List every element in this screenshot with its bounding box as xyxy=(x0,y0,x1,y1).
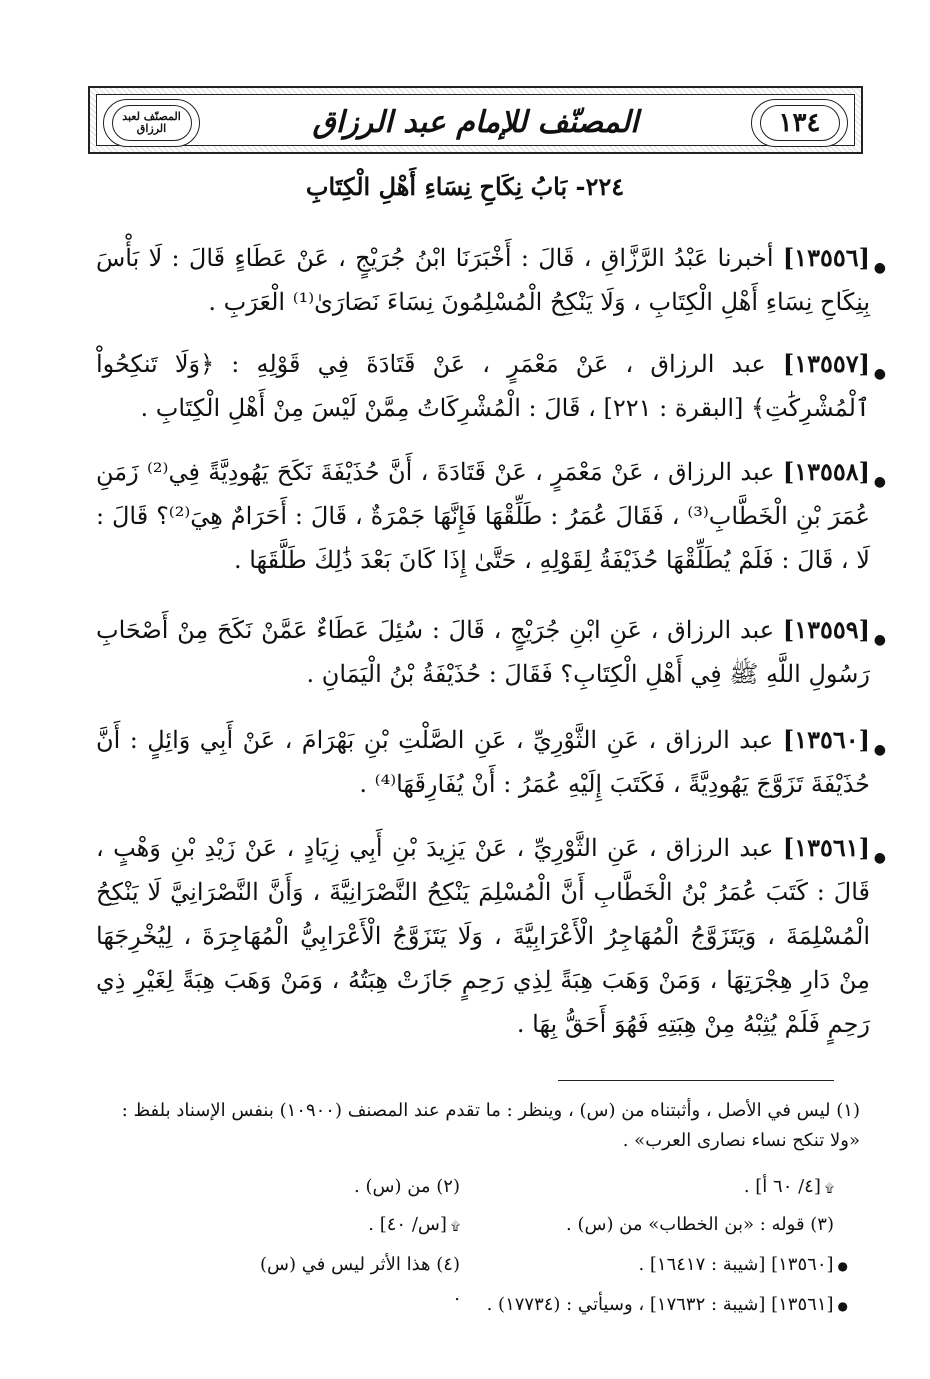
page-number-ornament xyxy=(751,99,848,147)
running-title: المصنّف للإمام عبد الرزاق xyxy=(312,104,639,140)
hadith-number: [١٣٥٥٧] xyxy=(782,349,870,378)
bullet-icon: ● xyxy=(837,1259,848,1273)
hadith-entry-13557 xyxy=(96,342,886,430)
seal-ring xyxy=(112,105,192,141)
page-number-ring xyxy=(760,105,840,141)
citation-13560 xyxy=(504,1250,848,1281)
header-frame xyxy=(96,94,855,146)
footnote-2: (٢) من (س) . xyxy=(354,1176,460,1197)
footnote-ref-a xyxy=(504,1172,834,1203)
footnote-ref-b-text: [س/ ٤٠] . xyxy=(368,1214,447,1235)
hadith-number: [١٣٥٦١] xyxy=(782,833,870,862)
marker-icon: ۩ xyxy=(824,1181,834,1195)
seal-logo: المصنّف لعبد الرزاق xyxy=(122,110,181,135)
hadith-number: [١٣٥٦٠] xyxy=(782,725,870,754)
footnote-divider xyxy=(558,1080,834,1081)
hadith-entry-13556 xyxy=(96,236,886,324)
citation-13561-text: [١٣٥٦١] [شيبة : ١٧٦٣٢] ، وسيأتي : (١٧٧٣٤) . xyxy=(486,1294,834,1315)
page-header xyxy=(88,86,863,154)
bullet-icon: ● xyxy=(873,260,886,276)
hadith-entry-13559 xyxy=(96,608,886,696)
bullet-icon: ● xyxy=(873,632,886,648)
bullet-icon: ● xyxy=(873,850,886,866)
hadith-number: [١٣٥٥٩] xyxy=(782,615,870,644)
hadith-entry-13561 xyxy=(96,826,886,1046)
bullet-icon: ● xyxy=(873,742,886,758)
footnote-3: (٣) قوله : «بن الخطاب» من (س) . xyxy=(566,1214,834,1235)
hadith-text: عبد الرزاق ، عَنِ الثَّوْرِيِّ ، عَنْ يَزِيدَ بْنِ أَبِي زِيَادٍ ، عَنْ زَيْدِ بْنِ وَهْبٍ ، قَالَ : كَتَبَ عُمَرُ بْنُ الْخَطَّابِ أَنَّ الْمُسْلِمَ يَنْكِحُ النَّصْرَانِيَّةَ ، وَأَنَّ النَّصْرَانِيَّ لَا يَنْكِحُ الْمُسْلِمَةَ ، وَيَتَزَوَّجُ الْمُهَاجِرُ الْأَعْرَابِيَّةَ ، وَلَا يَتَزَوَّجُ الْأَعْرَابِيُّ الْمُهَاجِرَةَ ، لِيُخْرِجَهَا مِنْ دَارِ هِجْرَتِهَا ، وَمَنْ وَهَبَ هِبَةً لِذِي رَحِمٍ جَازَتْ هِبَتُهُ ، وَمَنْ وَهَبَ هِبَةً لِغَيْرِ ذِي رَحِمٍ فَلَمْ يُثِبْهُ مِنْ هِبَتِهِ فَهُوَ أَحَقُّ بِهَا . xyxy=(96,834,870,1038)
hadith-text: عبد الرزاق ، عَنِ الثَّوْرِيِّ ، عَنِ الصَّلْتِ بْنِ بَهْرَامَ ، عَنْ أَبِي وَائِلٍ : أَنَّ حُذَيْفَةَ تَزَوَّجَ يَهُودِيَّةً ، فَكَتَبَ إِلَيْهِ عُمَرُ : أَنْ يُفَارِقَهَا⁽⁴⁾ . xyxy=(96,726,870,798)
marker-icon: ۩ xyxy=(450,1219,460,1233)
hadith-number: [١٣٥٥٦] xyxy=(782,243,870,272)
citation-13560-text: [١٣٥٦٠] [شيبة : ١٦٤١٧] . xyxy=(638,1254,834,1275)
footnote-ref-a-text: [٤/ ٦٠ أ] . xyxy=(743,1176,821,1197)
hadith-text: عبد الرزاق ، عَنْ مَعْمَرٍ ، عَنْ قَتَادَةَ فِي قَوْلِهِ : ﴿وَلَا تَنكِحُواْ ٱلْمُشْرِكَٰتِ﴾ [البقرة : ٢٢١] ، قَالَ : الْمُشْرِكَاتُ مِمَّنْ لَيْسَ مِنْ أَهْلِ الْكِتَابِ . xyxy=(96,350,870,422)
bullet-icon: ● xyxy=(837,1299,848,1313)
hadith-number: [١٣٥٥٨] xyxy=(782,457,871,486)
hadith-text: عبد الرزاق ، عَنْ مَعْمَرٍ ، عَنْ قَتَادَةَ ، أَنَّ حُذَيْفَةَ نَكَحَ يَهُودِيَّةً فِي⁽²⁾ زَمَنِ عُمَرَ بْنِ الْخَطَّابِ⁽³⁾ ، فَقَالَ عُمَرُ : طَلِّقْهَا فَإِنَّهَا جَمْرَةٌ ، قَالَ : أَحَرَامٌ هِيَ⁽²⁾؟ قَالَ : لَا ، قَالَ : فَلَمْ يُطَلِّقْهَا حُذَيْفَةُ لِقَوْلِهِ ، حَتَّىٰ إِذَا كَانَ بَعْدَ ذَٰلِكَ طَلَّقَهَا . xyxy=(96,458,871,574)
bullet-icon: ● xyxy=(873,366,886,382)
citation-13561 xyxy=(248,1290,848,1321)
hadith-text: أخبرنا عَبْدُ الرَّزَّاقِ ، قَالَ : أَخْبَرَنَا ابْنُ جُرَيْجٍ ، عَنْ عَطَاءٍ قَالَ : لَا بَأْسَ بِنِكَاحِ نِسَاءِ أَهْلِ الْكِتَابِ ، وَلَا يَنْكِحُ الْمُسْلِمُونَ نِسَاءَ نَصَارَىٰ⁽¹⁾ الْعَرَبِ . xyxy=(96,244,870,316)
footnote-4: (٤) هذا الأثر ليس في (س) . xyxy=(260,1254,460,1305)
footnote-1: (١) ليس في الأصل ، وأثبتناه من (س) ، وينظر : ما تقدم عند المصنف (١٠٩٠٠) بنفس الإسناد بلفظ : «ولا تنكح نساء نصارى العرب» . xyxy=(121,1100,860,1151)
hadith-text: عبد الرزاق ، عَنِ ابْنِ جُرَيْجٍ ، قَالَ : سُئِلَ عَطَاءٌ عَمَّنْ نَكَحَ مِنْ أَصْحَابِ رَسُولِ اللَّهِ ﷺ فِي أَهْلِ الْكِتَابِ؟ فَقَالَ : حُذَيْفَةُ بْنُ الْيَمَانِ . xyxy=(96,616,870,688)
hadith-entry-13558 xyxy=(96,450,886,582)
chapter-title: ٢٢٤- بَابُ نِكَاحِ نِسَاءِ أَهْلِ الْكِتَابِ xyxy=(305,172,625,201)
bullet-icon: ● xyxy=(873,474,886,490)
page-number: ١٣٤ xyxy=(778,108,821,138)
seal-ornament xyxy=(103,99,200,147)
footnote-ref-b xyxy=(260,1210,460,1241)
hadith-entry-13560 xyxy=(96,718,886,806)
